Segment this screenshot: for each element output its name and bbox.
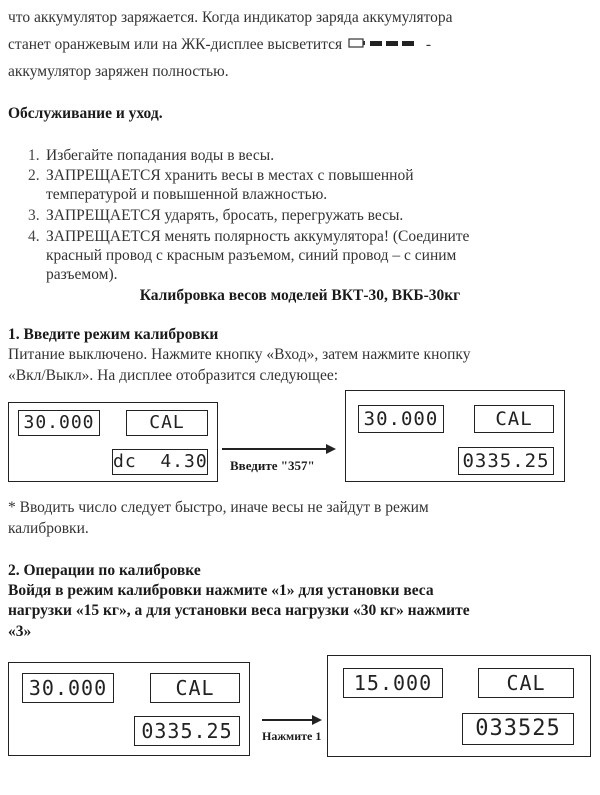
lcd-mode: CAL bbox=[150, 673, 240, 703]
arrow-line bbox=[262, 719, 314, 721]
intro-line-3: аккумулятор заряжен полностью. bbox=[8, 63, 229, 80]
list-item: 3. ЗАПРЕЩАЕТСЯ ударять, бросать, перегружать весы. bbox=[28, 207, 404, 224]
intro-line-2 bbox=[8, 35, 431, 55]
lcd-bottom: 0335.25 bbox=[134, 716, 240, 746]
intro-line-1: что аккумулятор заряжается. Когда индикатор заряда аккумулятора bbox=[8, 9, 453, 26]
step2-heading: 2. Операции по калибровке bbox=[8, 562, 201, 579]
lcd-bottom: dc 4.30 bbox=[112, 449, 208, 475]
step1-note-2: калибровки. bbox=[8, 520, 89, 537]
step2-line-1: Войдя в режим калибровки нажмите «1» для установки веса bbox=[8, 582, 434, 599]
arrow-label-enter-code: Введите "357" bbox=[230, 458, 315, 473]
arrow-line bbox=[222, 448, 328, 450]
intro-line-2-end: - bbox=[425, 36, 432, 53]
lcd-mode: CAL bbox=[478, 668, 574, 698]
lcd-weight: 15.000 bbox=[343, 668, 443, 698]
lcd-weight: 30.000 bbox=[358, 405, 444, 433]
arrow-label-press-1: Нажмите 1 bbox=[262, 729, 322, 743]
battery-full-icon bbox=[348, 36, 420, 55]
maintenance-heading: Обслуживание и уход. bbox=[8, 105, 163, 122]
step2-line-2: нагрузки «15 кг», а для установки веса нагрузки «30 кг» нажмите bbox=[8, 602, 470, 619]
list-item: 2. ЗАПРЕЩАЕТСЯ хранить весы в местах с повышенной bbox=[28, 167, 414, 184]
step1-heading: 1. Введите режим калибровки bbox=[8, 326, 219, 343]
list-item: 1. Избегайте попадания воды в весы. bbox=[28, 147, 275, 164]
step1-line-1: Питание выключено. Нажмите кнопку «Вход», затем нажмите кнопку bbox=[8, 346, 471, 363]
lcd-weight: 30.000 bbox=[22, 673, 114, 703]
step1-note-1: * Вводить число следует быстро, иначе весы не зайдут в режим bbox=[8, 499, 429, 516]
list-item-continuation: температурой и повышенной влажностью. bbox=[46, 186, 328, 203]
step1-line-2: «Вкл/Выкл». На дисплее отобразится следующее: bbox=[8, 367, 339, 384]
calibration-title: Калибровка весов моделей ВКТ-30, ВКБ-30кг bbox=[139, 287, 461, 304]
lcd-bottom: 033525 bbox=[462, 713, 574, 745]
lcd-bottom: 0335.25 bbox=[458, 447, 554, 475]
lcd-mode: CAL bbox=[474, 405, 554, 433]
arrow-right-icon bbox=[326, 444, 336, 454]
intro-line-2-text: станет оранжевым или на ЖК-дисплее высветится bbox=[8, 36, 343, 53]
step2-line-3: «3» bbox=[8, 623, 32, 640]
list-item-continuation: разъемом). bbox=[46, 266, 118, 283]
arrow-right-icon bbox=[312, 715, 322, 725]
list-item-continuation: красный провод с красным разъемом, синий провод – с синим bbox=[46, 247, 457, 264]
lcd-weight: 30.000 bbox=[18, 410, 100, 436]
lcd-mode: CAL bbox=[126, 410, 208, 436]
list-item: 4. ЗАПРЕЩАЕТСЯ менять полярность аккумулятора! (Соедините bbox=[28, 228, 470, 245]
